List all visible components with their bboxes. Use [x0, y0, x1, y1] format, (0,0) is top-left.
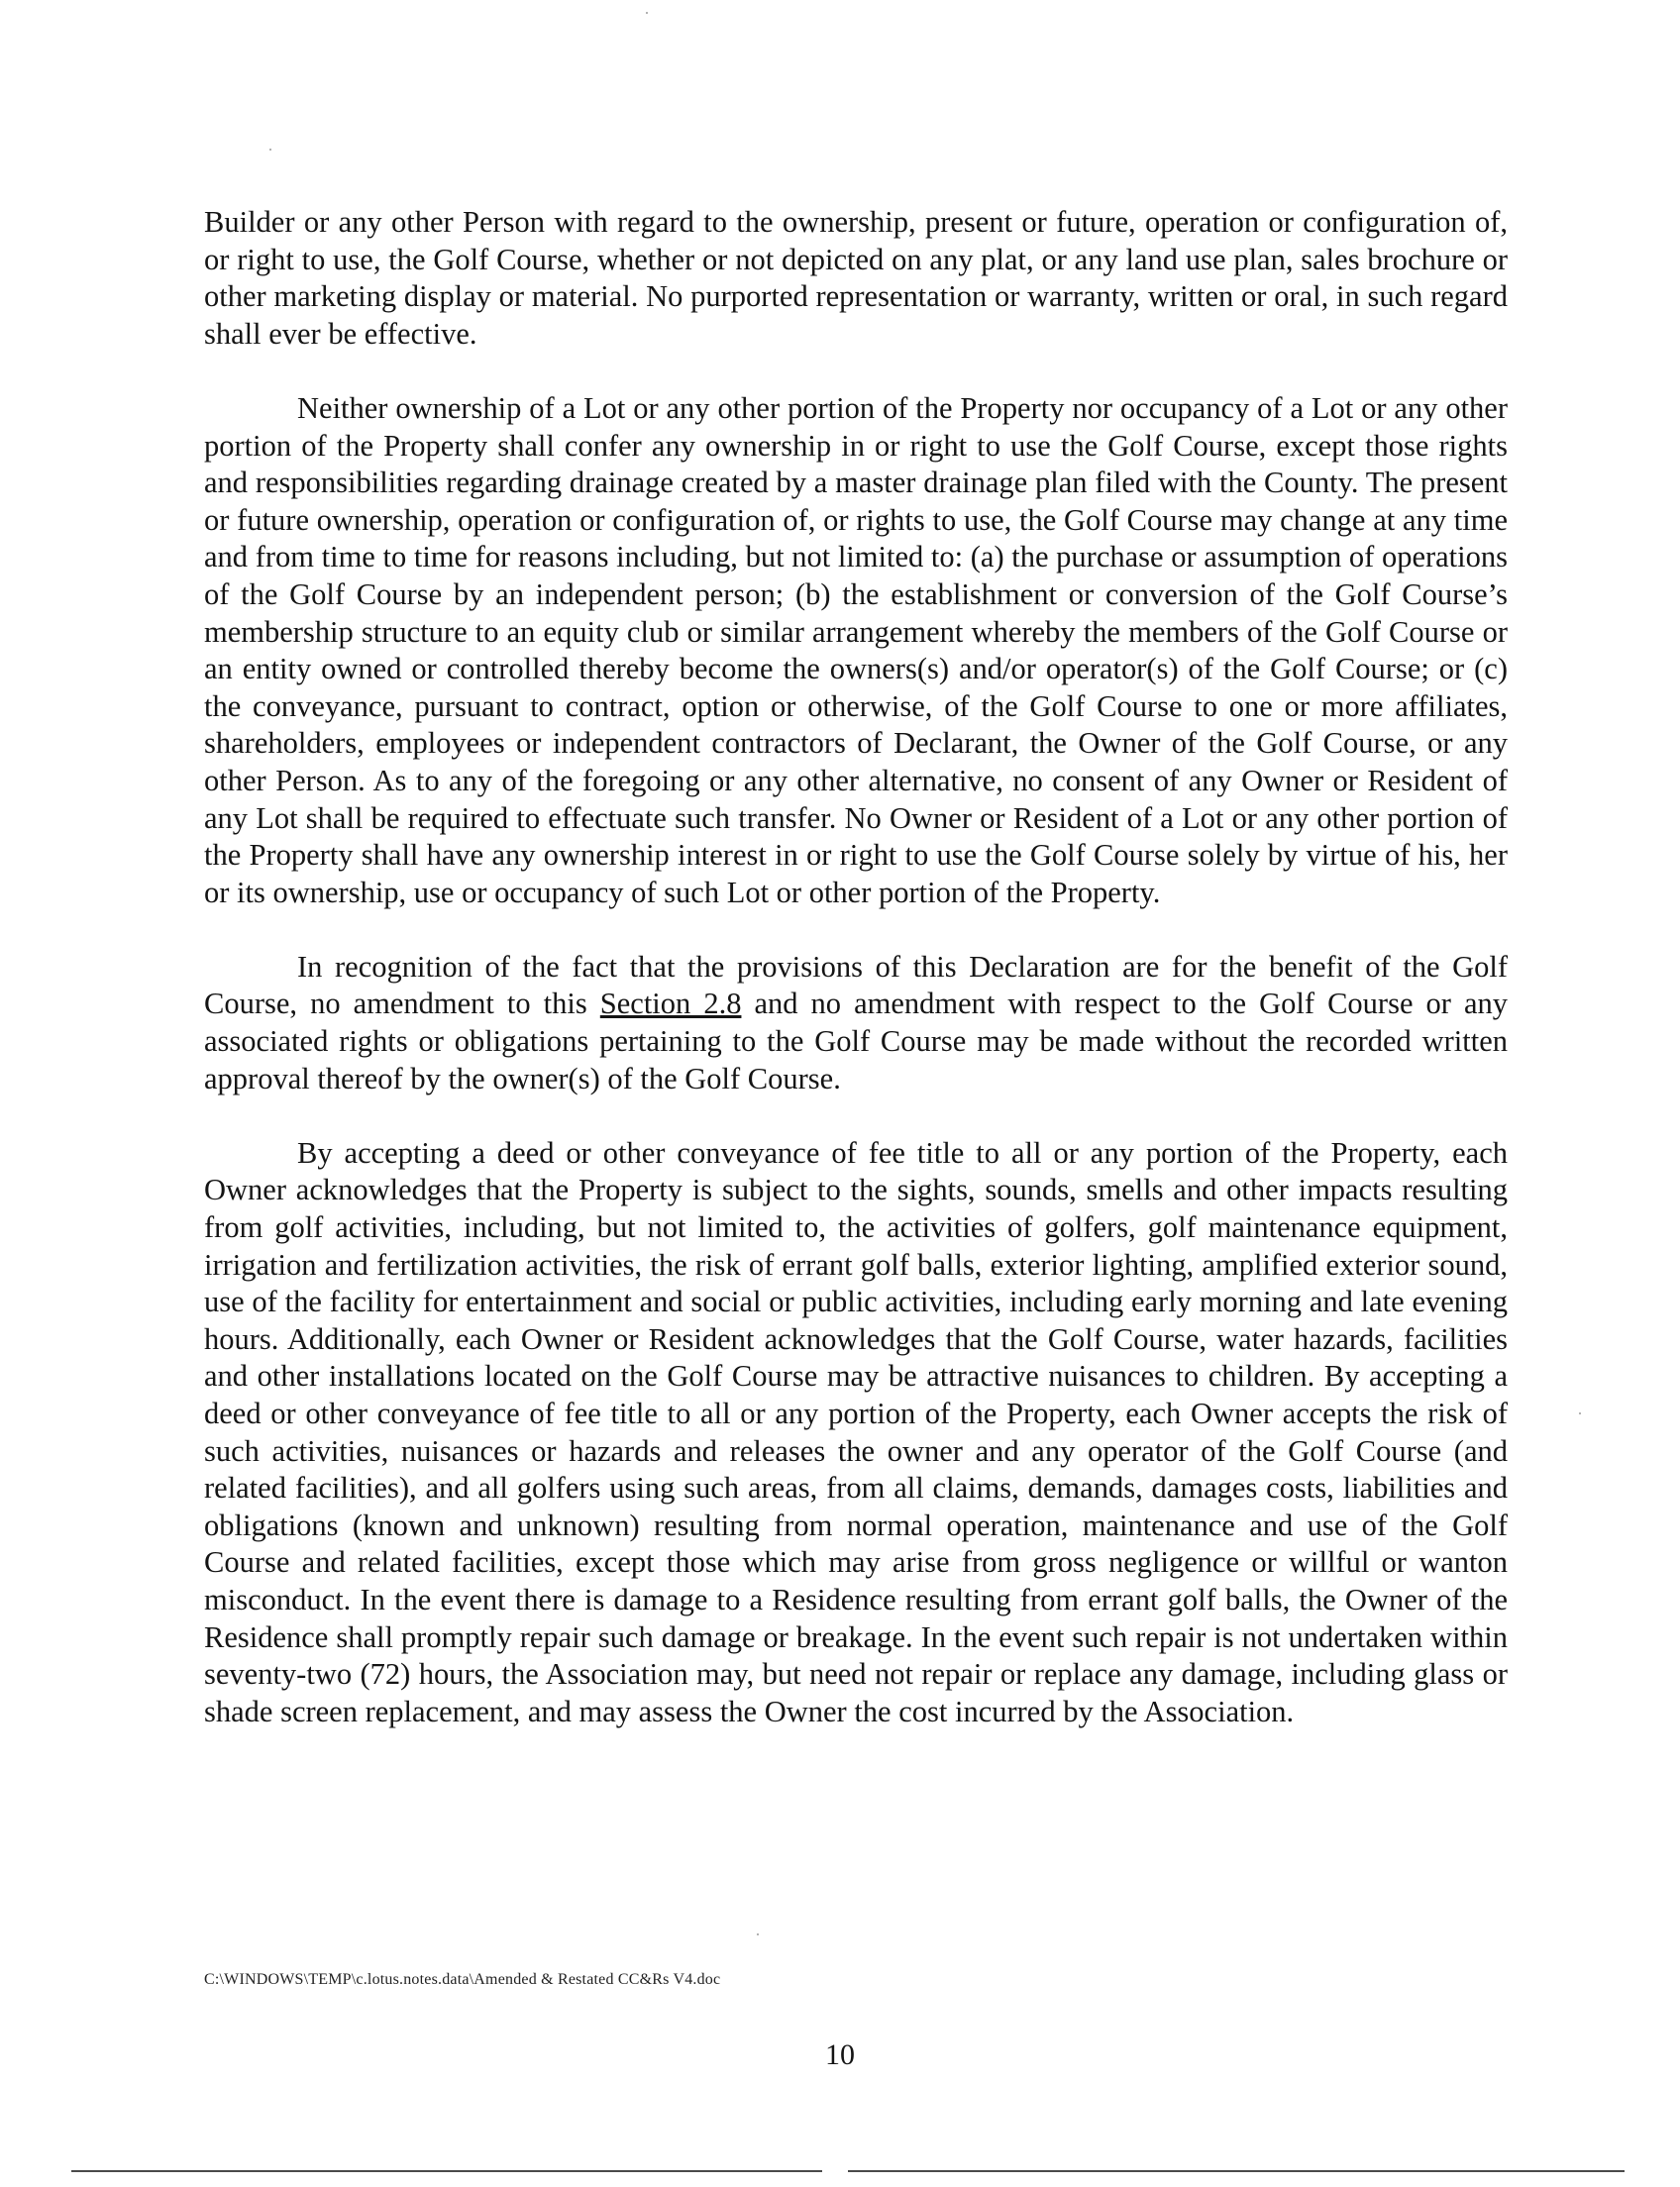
document-body — [204, 204, 1508, 1768]
paragraph-ownership: Neither ownership of a Lot or any other portion of the Property nor occupancy of a Lot or any other portion of the Property shall confer any ownership in or right to use the Golf Course, except those rights and responsibilities regarding drainage created by a master drainage plan filed with the County. The present or future ownership, operation or configuration of, or rights to use, the Golf Course may change at any time and from time to time for reasons including, but not limited to: (a) the purchase or assumption of operations of the Golf Course by an independent person; (b) the establishment or conversion of the Golf Course’s membership structure to an equity club or similar arrangement whereby the members of the Golf Course or an entity owned or controlled thereby become the owners(s) and/or operator(s) of the Golf Course; or (c) the conveyance, pursuant to contract, option or otherwise, of the Golf Course to one or more affiliates, shareholders, employees or independent contractors of Declarant, the Owner of the Golf Course, or any other Person. As to any of the foregoing or any other alternative, no consent of any Owner or Resident of any Lot shall be required to effectuate such transfer. No Owner or Resident of a Lot or any other portion of the Property shall have any ownership interest in or right to use the Golf Course solely by virtue of his, her or its ownership, use or occupancy of such Lot or other portion of the Property. — [204, 390, 1508, 909]
page-number: 10 — [825, 2038, 855, 2071]
footer-file-path: C:\WINDOWS\TEMP\c.lotus.notes.data\Amended & Restated CC&Rs V4.doc — [204, 1971, 721, 1988]
scan-speck — [646, 12, 648, 14]
paragraph-golf-activities: By accepting a deed or other conveyance of fee title to all or any portion of the Property, each Owner acknowledges that the Property is subject to the sights, sounds, smells and other impacts resulting from golf activities, including, but not limited to, the activities of golfers, golf maintenance equipment, irrigation and fertilization activities, the risk of errant golf balls, exterior lighting, amplified exterior sound, use of the facility for entertainment and social or public activities, including early morning and late evening hours. Additionally, each Owner or Resident acknowledges that the Golf Course, water hazards, facilities and other installations located on the Golf Course may be attractive nuisances to children. By accepting a deed or other conveyance of fee title to all or any portion of the Property, each Owner accepts the risk of such activities, nuisances or hazards and releases the owner and any operator of the Golf Course (and related facilities), and all golfers using such areas, from all claims, demands, damages costs, liabilities and obligations (known and unknown) resulting from normal operation, maintenance and use of the Golf Course and related facilities, except those which may arise from gross negligence or willful or wanton misconduct. In the event there is damage to a Residence resulting from errant golf balls, the Owner of the Residence shall promptly repair such damage or breakage. In the event such repair is not undertaken within seventy-two (72) hours, the Association may, but need not repair or replace any damage, including glass or shade screen replacement, and may assess the Owner the cost incurred by the Association. — [204, 1135, 1508, 1728]
section-reference-link: Section 2.8 — [599, 987, 742, 1021]
paragraph-amendment — [204, 949, 1508, 1097]
scan-speck — [1579, 1412, 1581, 1414]
bottom-rule — [71, 2170, 1625, 2172]
bottom-rule-gap — [822, 2169, 848, 2173]
amendment-text-before: In recognition of the fact that the provisions of this Declaration are for the benefit of the Golf Course, no amendment to this — [204, 949, 1508, 1021]
scan-speck — [757, 1933, 759, 1935]
paragraph-builder-continuation: Builder or any other Person with regard to the ownership, present or future, operation or configuration of, or right to use, the Golf Course, whether or not depicted on any plat, or any land use plan, sales brochure or other marketing display or material. No purported representation or warranty, written or oral, in such regard shall ever be effective. — [204, 205, 1508, 351]
amendment-text-after: and no amendment with respect to the Golf Course or any associated rights or obligations pertaining to the Golf Course may be made without the recorded written approval thereof by the owner(s) of the Golf Course. — [204, 987, 1508, 1095]
scan-speck — [269, 149, 271, 151]
